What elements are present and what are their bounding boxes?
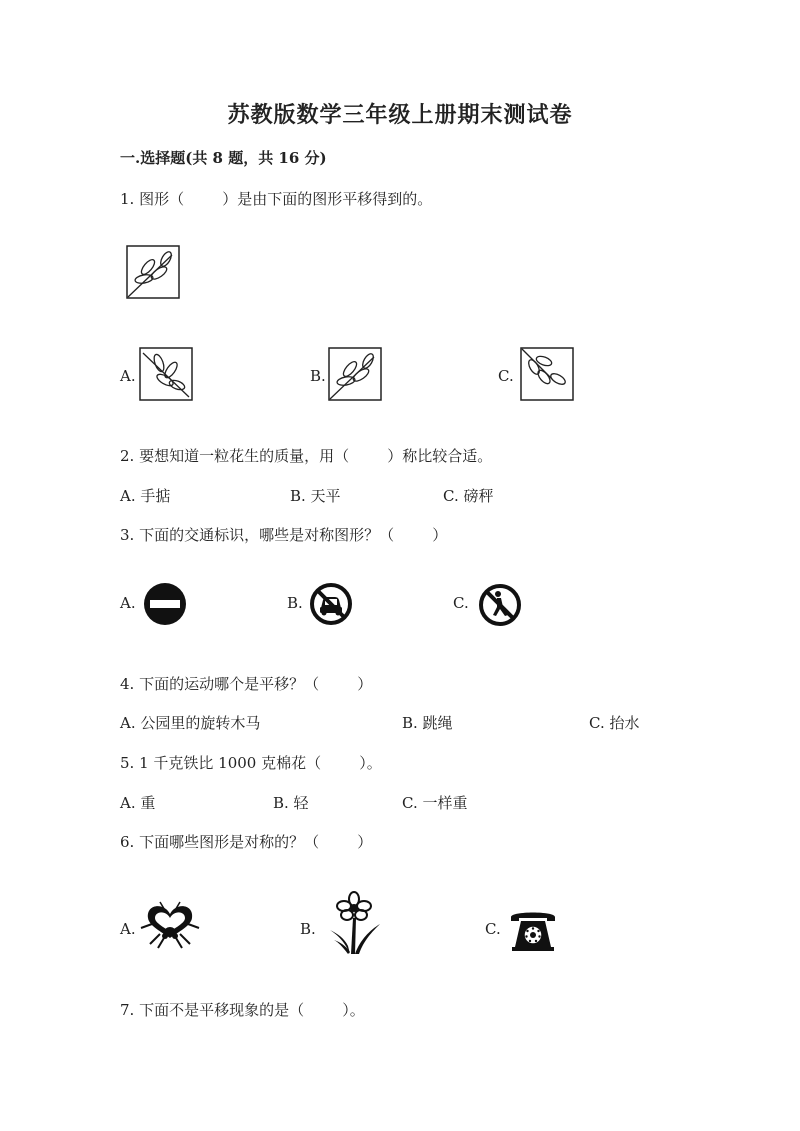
question-3-text: 3. 下面的交通标识，哪些是对称图形？（ ） xyxy=(120,526,448,544)
q6-option-a-label: A. xyxy=(120,920,136,938)
q6-option-c-label: C. xyxy=(485,920,501,938)
leaf-branch-rotated-icon xyxy=(139,347,193,401)
q1-option-b-label: B. xyxy=(310,367,326,385)
question-7-text: 7. 下面不是平移现象的是（ ）。 xyxy=(120,1001,365,1019)
q1-option-c-label: C. xyxy=(498,367,514,385)
leaf-branch-square-icon xyxy=(126,245,180,299)
question-5-text: 5. 1 千克铁比 1000 克棉花（ ）。 xyxy=(120,754,382,772)
question-2-text: 2. 要想知道一粒花生的质量，用（ ）称比较合适。 xyxy=(120,447,493,465)
no-motor-vehicle-sign-icon xyxy=(309,582,353,626)
no-entry-sign-icon xyxy=(143,582,187,626)
q3-option-c-label: C. xyxy=(453,594,469,612)
question-1-text: 1. 图形（ ）是由下面的图形平移得到的。 xyxy=(120,190,433,208)
q4-option-a: A. 公园里的旋转木马 xyxy=(120,714,261,732)
q5-option-a: A. 重 xyxy=(120,794,156,812)
q4-option-b: B. 跳绳 xyxy=(402,714,453,732)
insect-icon xyxy=(138,900,202,950)
q5-option-b: B. 轻 xyxy=(273,794,309,812)
leaf-branch-flipped-icon xyxy=(520,347,574,401)
question-6-text: 6. 下面哪些图形是对称的？（ ） xyxy=(120,833,373,851)
q2-option-c: C. 磅秤 xyxy=(443,487,494,505)
telephone-icon xyxy=(507,907,559,953)
q3-option-b-label: B. xyxy=(287,594,303,612)
q1-option-a-label: A. xyxy=(120,367,136,385)
q6-option-b-label: B. xyxy=(300,920,316,938)
section-heading: 一.选择题(共 8 题，共 16 分) xyxy=(120,149,327,167)
q2-option-a: A. 手掂 xyxy=(120,487,171,505)
question-4-text: 4. 下面的运动哪个是平移？（ ） xyxy=(120,675,373,693)
page-title: 苏教版数学三年级上册期末测试卷 xyxy=(227,102,573,128)
q2-option-b: B. 天平 xyxy=(290,487,341,505)
no-pedestrian-sign-icon xyxy=(478,583,522,627)
q3-option-a-label: A. xyxy=(120,594,136,612)
leaf-branch-translated-icon xyxy=(328,347,382,401)
q5-option-c: C. 一样重 xyxy=(402,794,468,812)
daffodil-icon xyxy=(326,890,382,956)
q4-option-c: C. 抬水 xyxy=(589,714,640,732)
